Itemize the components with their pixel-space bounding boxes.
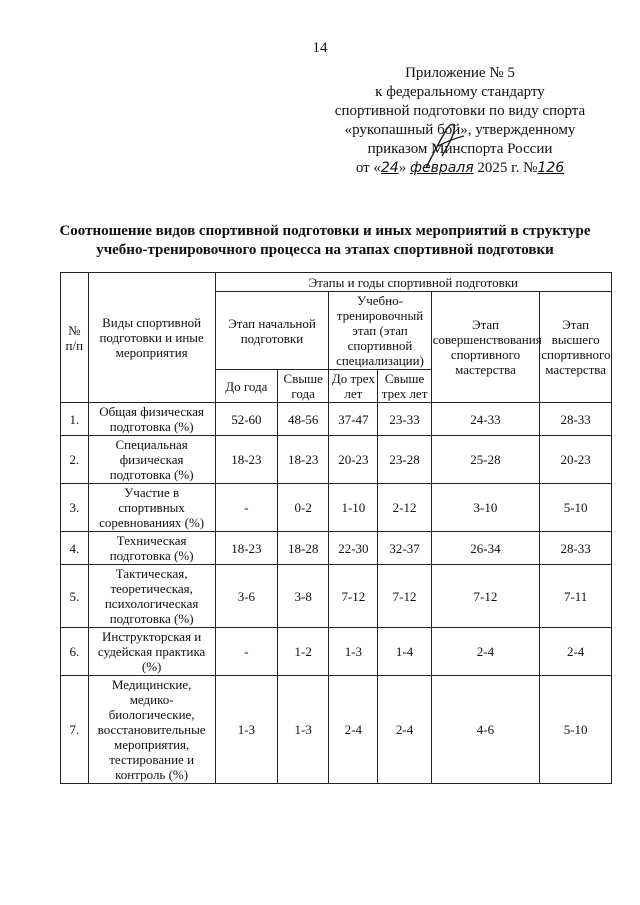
header-over-year: Свыше года bbox=[278, 370, 329, 403]
row-number: 4. bbox=[61, 532, 89, 565]
header-stages-group: Этапы и годы спортивной подготовки bbox=[215, 273, 611, 292]
cell-up-to-year: 18-23 bbox=[215, 532, 277, 565]
cell-up-to-three: 1-3 bbox=[329, 628, 378, 676]
cell-highest: 2-4 bbox=[540, 628, 612, 676]
row-kind: Инструкторская и судейская практика (%) bbox=[88, 628, 215, 676]
cell-highest: 5-10 bbox=[540, 484, 612, 532]
cell-over-three: 2-4 bbox=[378, 676, 431, 784]
cell-over-year: 1-3 bbox=[278, 676, 329, 784]
table-row bbox=[61, 484, 612, 532]
row-kind: Медицинские, медико-биологические, восстановительные мероприятия, тестирование и контроль (%) bbox=[88, 676, 215, 784]
row-kind: Тактическая, теоретическая, психологическая подготовка (%) bbox=[88, 565, 215, 628]
cell-over-year: 18-28 bbox=[278, 532, 329, 565]
cell-over-three: 7-12 bbox=[378, 565, 431, 628]
row-kind: Специальная физическая подготовка (%) bbox=[88, 436, 215, 484]
date-prefix: от « bbox=[355, 160, 381, 176]
cell-over-three: 32-37 bbox=[378, 532, 431, 565]
signature-icon bbox=[418, 116, 468, 176]
table-row bbox=[61, 532, 612, 565]
cell-up-to-year: 3-6 bbox=[215, 565, 277, 628]
cell-over-three: 23-33 bbox=[378, 403, 431, 436]
row-number: 5. bbox=[61, 565, 89, 628]
row-number: 3. bbox=[61, 484, 89, 532]
cell-improvement: 2-4 bbox=[431, 628, 540, 676]
cell-over-year: 18-23 bbox=[278, 436, 329, 484]
header-over-three-years: Свыше трех лет bbox=[378, 370, 431, 403]
page-number: 14 bbox=[312, 40, 328, 56]
cell-up-to-three: 20-23 bbox=[329, 436, 378, 484]
training-ratio-table bbox=[60, 272, 612, 784]
title-line-1: Соотношение видов спортивной подготовки и иных мероприятий в структуре bbox=[59, 223, 591, 239]
cell-up-to-year: 52-60 bbox=[215, 403, 277, 436]
cell-over-year: 0-2 bbox=[278, 484, 329, 532]
appendix-line-3: спортивной подготовки по виду спорта bbox=[334, 103, 586, 119]
cell-over-year: 1-2 bbox=[278, 628, 329, 676]
table-row bbox=[61, 403, 612, 436]
cell-highest: 28-33 bbox=[540, 403, 612, 436]
row-number: 2. bbox=[61, 436, 89, 484]
cell-up-to-year: 18-23 bbox=[215, 436, 277, 484]
row-number: 1. bbox=[61, 403, 89, 436]
cell-improvement: 3-10 bbox=[431, 484, 540, 532]
cell-highest: 5-10 bbox=[540, 676, 612, 784]
cell-up-to-three: 1-10 bbox=[329, 484, 378, 532]
cell-up-to-three: 7-12 bbox=[329, 565, 378, 628]
row-number: 7. bbox=[61, 676, 89, 784]
table-row bbox=[61, 565, 612, 628]
title-line-2: учебно-тренировочного процесса на этапах спортивной подготовки bbox=[96, 242, 554, 258]
cell-up-to-three: 2-4 bbox=[329, 676, 378, 784]
table-row bbox=[61, 436, 612, 484]
document-title bbox=[40, 222, 610, 260]
header-initial-stage: Этап начальной подготовки bbox=[215, 292, 329, 370]
row-kind: Участие в спортивных соревнованиях (%) bbox=[88, 484, 215, 532]
cell-highest: 20-23 bbox=[540, 436, 612, 484]
cell-highest: 28-33 bbox=[540, 532, 612, 565]
appendix-block bbox=[330, 64, 590, 178]
date-year: 2025 г. № bbox=[477, 160, 538, 176]
cell-improvement: 25-28 bbox=[431, 436, 540, 484]
date-mid: » bbox=[398, 160, 407, 176]
header-highest-stage: Этап высшего спортивного мастерства bbox=[540, 292, 612, 403]
cell-over-year: 48-56 bbox=[278, 403, 329, 436]
cell-over-year: 3-8 bbox=[278, 565, 329, 628]
appendix-line-5 bbox=[330, 140, 590, 159]
cell-improvement: 26-34 bbox=[431, 532, 540, 565]
appendix-order-text: приказом Минспорта России bbox=[367, 141, 553, 157]
cell-up-to-year: - bbox=[215, 484, 277, 532]
order-number: 126 bbox=[537, 160, 565, 176]
appendix-line-4: «рукопашный бой», утвержденному bbox=[344, 122, 576, 138]
cell-up-to-three: 22-30 bbox=[329, 532, 378, 565]
cell-improvement: 24-33 bbox=[431, 403, 540, 436]
header-training-stage: Учебно-тренировочный этап (этап спортивной специализации) bbox=[329, 292, 431, 370]
row-kind: Общая физическая подготовка (%) bbox=[88, 403, 215, 436]
table-row bbox=[61, 676, 612, 784]
cell-highest: 7-11 bbox=[540, 565, 612, 628]
cell-improvement: 4-6 bbox=[431, 676, 540, 784]
header-up-to-three-years: До трех лет bbox=[329, 370, 378, 403]
cell-improvement: 7-12 bbox=[431, 565, 540, 628]
cell-up-to-year: - bbox=[215, 628, 277, 676]
appendix-line-2: к федеральному стандарту bbox=[375, 84, 545, 100]
header-kind: Виды спортивной подготовки и иные мероприятия bbox=[88, 273, 215, 403]
header-up-to-year: До года bbox=[215, 370, 277, 403]
cell-up-to-year: 1-3 bbox=[215, 676, 277, 784]
cell-up-to-three: 37-47 bbox=[329, 403, 378, 436]
row-kind: Техническая подготовка (%) bbox=[88, 532, 215, 565]
cell-over-three: 1-4 bbox=[378, 628, 431, 676]
table-row bbox=[61, 628, 612, 676]
appendix-line-1: Приложение № 5 bbox=[405, 65, 515, 81]
cell-over-three: 23-28 bbox=[378, 436, 431, 484]
date-day: 24 bbox=[380, 160, 399, 176]
cell-over-three: 2-12 bbox=[378, 484, 431, 532]
header-number: № п/п bbox=[61, 273, 89, 403]
row-number: 6. bbox=[61, 628, 89, 676]
date-month: февраля bbox=[410, 160, 474, 176]
header-improvement-stage: Этап совершенствования спортивного мастерства bbox=[431, 292, 540, 403]
